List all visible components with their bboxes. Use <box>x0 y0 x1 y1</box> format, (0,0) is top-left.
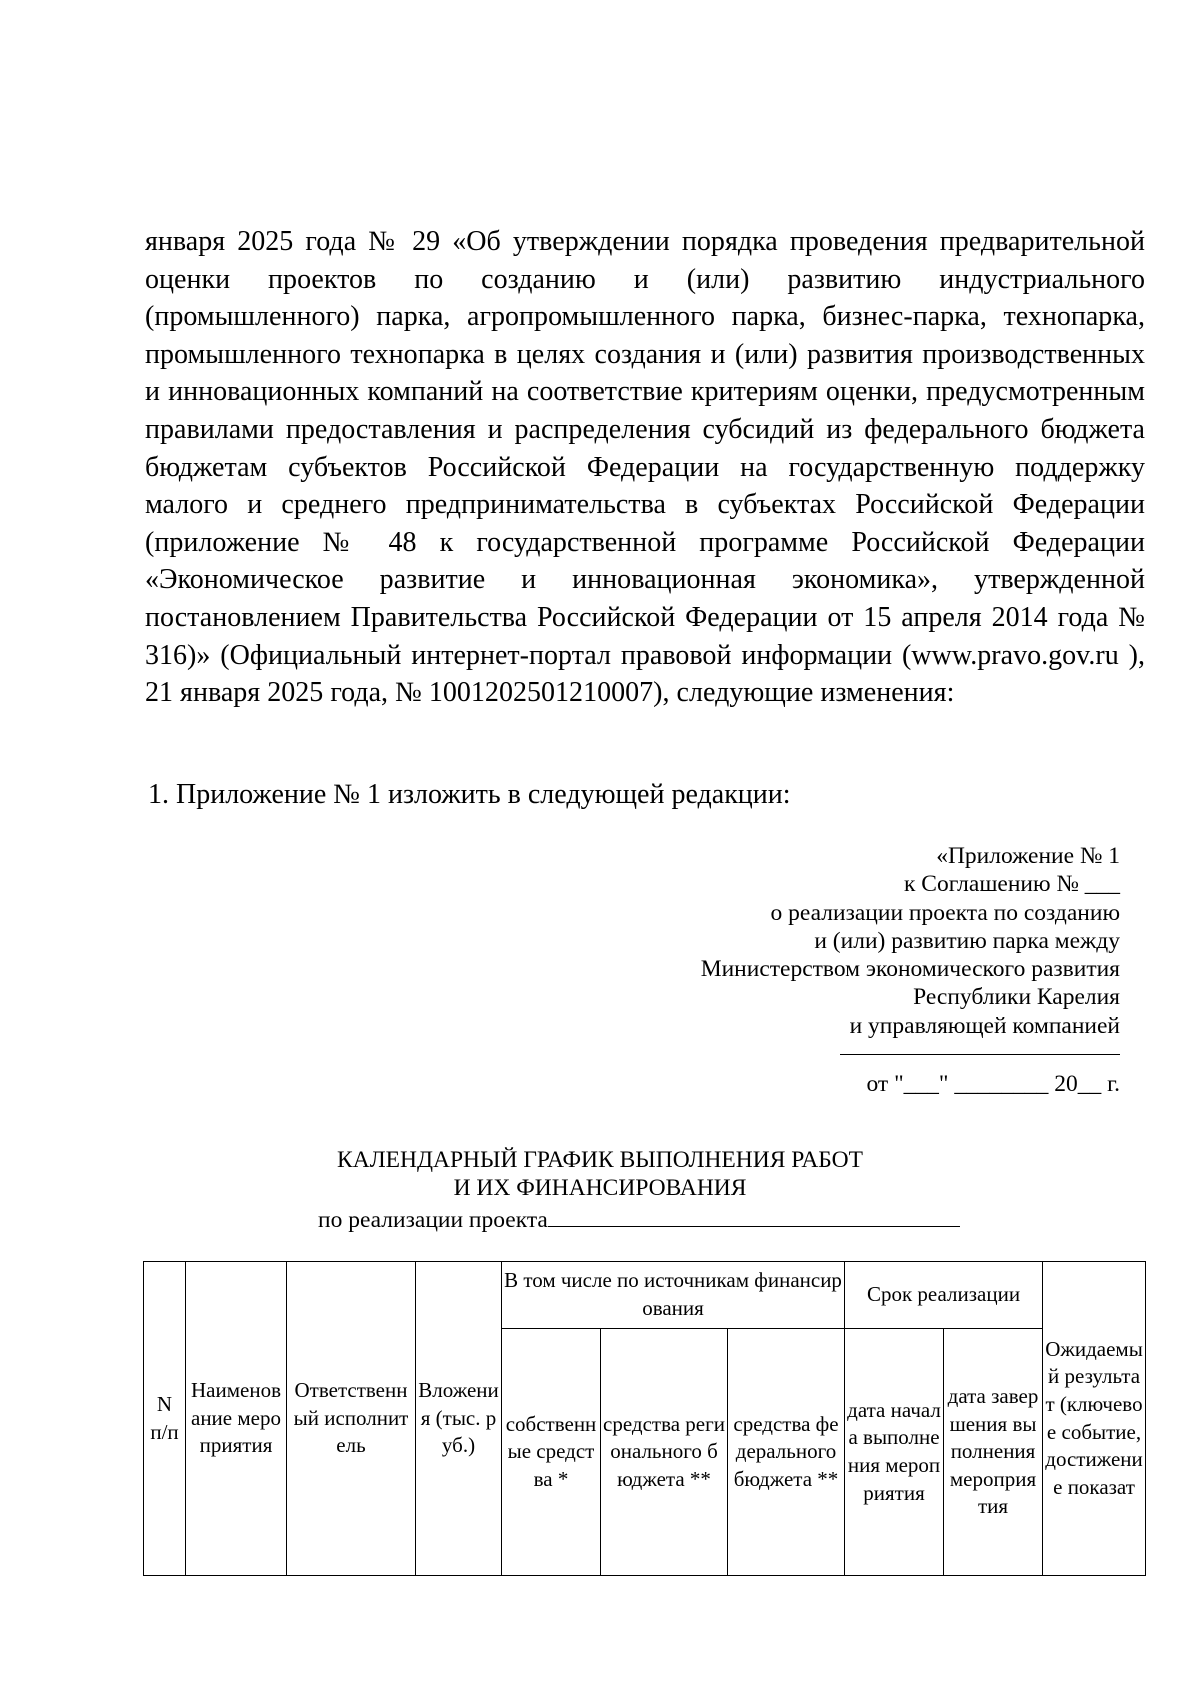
signature-underline <box>840 1054 1120 1055</box>
appendix-header <box>560 842 1120 1099</box>
column-header-name: Наименование мероприятия <box>186 1262 287 1576</box>
appendix-line: и (или) развитию парка между <box>814 927 1120 954</box>
schedule-table <box>143 1261 1146 1576</box>
appendix-line: Республики Карелия <box>913 984 1120 1011</box>
column-header-start-date: дата начала выполнения мероприятия <box>845 1329 944 1576</box>
body-paragraph: января 2025 года № 29 «Об утверждении порядка проведения предварительной оценки проектов по созданию и (или) развитию индустриального (промышленного) парка, агропромышленного парка, бизнес-парка, технопарка, промышленного технопарка в целях создания и (или) развития производственных и инновационных компаний на соответствие критериям оценки, предусмотренным правилами предоставления и распределения субсидий из федерального бюджета бюджетам субъектов Российской Федерации на государственную поддержку малого и среднего предпринимательства в субъектах Российской Федерации (приложение № 48 к государственной программе Российской Федерации «Экономическое развитие и инновационная экономика», утвержденной постановлением Правительства Российской Федерации от 15 апреля 2014 года № 316)» (Официальный интернет-портал правовой информации (www.pravo.gov.ru ), 21 января 2025 года, № 1001202501210007), следующие изменения: <box>145 226 1145 709</box>
column-header-end-date: дата завершения выполнения мероприятия <box>944 1329 1043 1576</box>
column-header-own-funds: собственные средства * <box>502 1329 601 1576</box>
column-header-responsible: Ответственный исполнитель <box>287 1262 416 1576</box>
appendix-line: к Соглашению № ___ <box>904 871 1120 898</box>
column-group-period: Срок реализации <box>845 1262 1043 1329</box>
list-item-1: 1. Приложение № 1 изложить в следующей редакции: <box>148 779 791 810</box>
column-header-federal-budget: средства федерального бюджета ** <box>728 1329 845 1576</box>
date-line: от "___" ________ 20__ г. <box>866 1071 1120 1098</box>
appendix-line: «Приложение № 1 <box>936 843 1120 869</box>
project-prefix: по реализации проекта <box>318 1207 548 1233</box>
column-group-funding-sources: В том числе по источникам финансирования <box>502 1262 845 1329</box>
schedule-title <box>0 1146 1200 1202</box>
column-header-regional-budget: средства регионального бюджета ** <box>601 1329 728 1576</box>
column-header-number: N п/п <box>144 1262 186 1576</box>
appendix-line: Министерством экономического развития <box>700 956 1120 983</box>
schedule-title-line: И ИХ ФИНАНСИРОВАНИЯ <box>453 1175 747 1201</box>
project-name-blank <box>548 1206 960 1227</box>
column-header-result: Ожидаемый результат (ключевое событие, достижение показат <box>1043 1262 1146 1576</box>
appendix-line: о реализации проекта по созданию <box>770 899 1120 926</box>
column-header-investment: Вложения (тыс. руб.) <box>416 1262 502 1576</box>
schedule-title-line: КАЛЕНДАРНЫЙ ГРАФИК ВЫПОЛНЕНИЯ РАБОТ <box>337 1147 863 1173</box>
appendix-line: и управляющей компанией <box>849 1012 1120 1039</box>
project-name-line <box>318 1206 960 1234</box>
